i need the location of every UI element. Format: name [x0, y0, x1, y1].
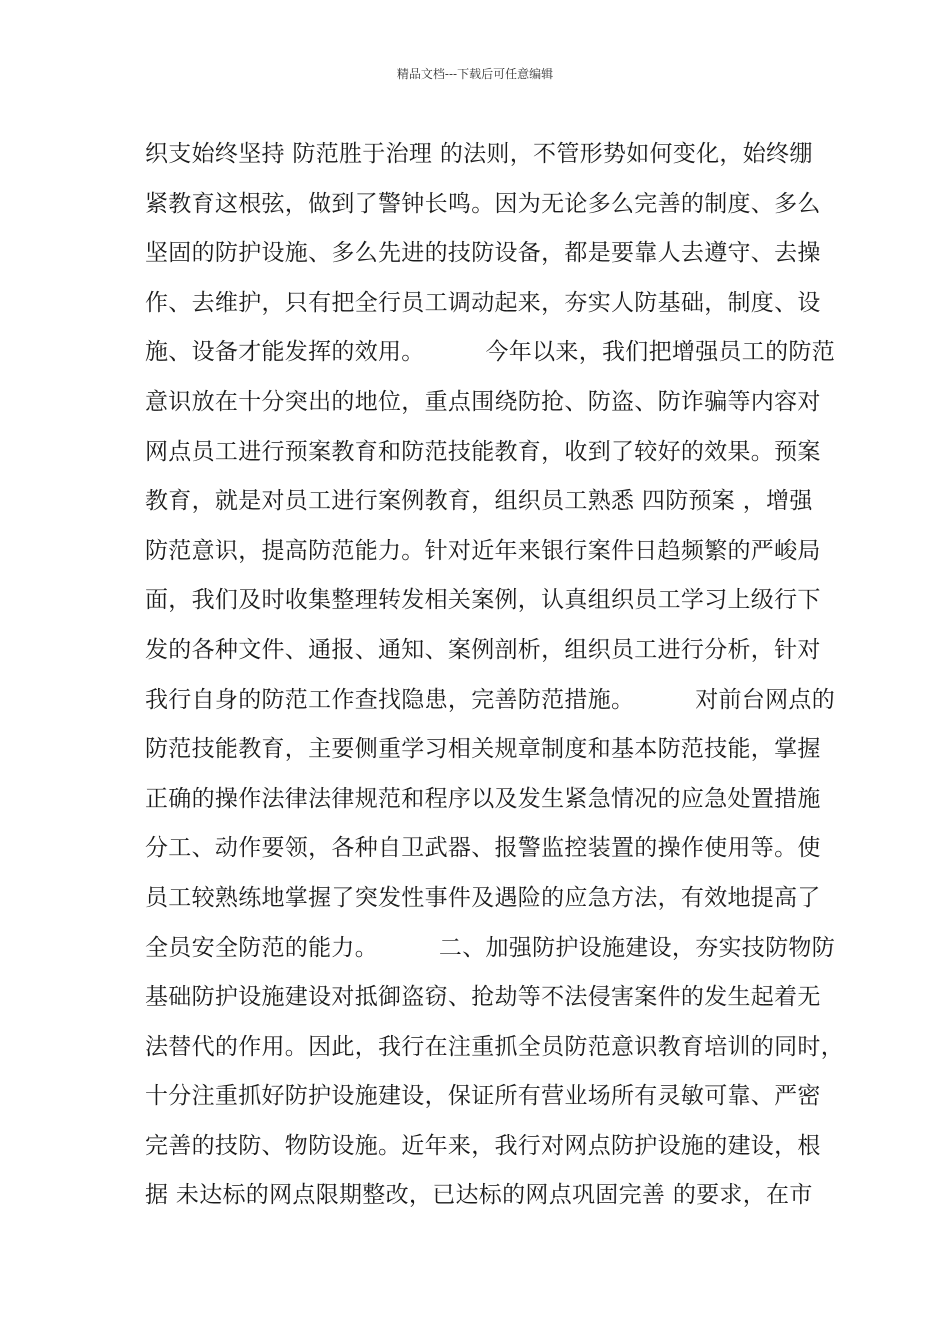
body-line: 网点员工进行预案教育和防范技能教育，收到了较好的效果。预案	[145, 438, 821, 465]
body-line: 织支始终坚持 防范胜于治理 的法则，不管形势如何变化，始终绷	[145, 141, 813, 167]
body-line: 据 未达标的网点限期整改，已达标的网点巩固完善 的要求，在市	[145, 1182, 813, 1209]
body-line: 作、去维护，只有把全行员工调动起来，夯实人防基础，制度、设	[145, 289, 821, 316]
document-body	[145, 130, 844, 1221]
body-line: 员工较熟练地掌握了突发性事件及遇险的应急方法，有效地提高了	[145, 884, 821, 911]
body-line: 施、设备才能发挥的效用。 今年以来，我们把增强员工的防范	[145, 339, 835, 366]
body-line: 紧教育这根弦，做到了警钟长鸣。因为无论多么完善的制度、多么	[145, 190, 821, 217]
body-line: 分工、动作要领，各种自卫武器、报警监控装置的操作使用等。使	[145, 835, 821, 862]
body-line: 法替代的作用。因此，我行在注重抓全员防范意识教育培训的同时，	[145, 1033, 844, 1060]
body-line: 防范意识，提高防范能力。针对近年来银行案件日趋频繁的严峻局	[145, 537, 821, 564]
body-line: 全员安全防范的能力。 二、加强防护设施建设，夯实技防物防	[145, 934, 835, 961]
page-header: 精品文档---下载后可任意编辑	[396, 67, 554, 81]
body-line: 十分注重抓好防护设施建设，保证所有营业场所有灵敏可靠、严密	[145, 1083, 821, 1110]
body-line: 坚固的防护设施、多么先进的技防设备，都是要靠人去遵守、去操	[145, 240, 821, 267]
body-line: 基础防护设施建设对抵御盗窃、抢劫等不法侵害案件的发生起着无	[145, 984, 821, 1011]
body-line: 面，我们及时收集整理转发相关案例，认真组织员工学习上级行下	[145, 587, 821, 614]
body-line: 防范技能教育，主要侧重学习相关规章制度和基本防范技能，掌握	[145, 736, 821, 763]
body-line: 我行自身的防范工作查找隐患，完善防范措施。 对前台网点的	[145, 686, 835, 713]
body-line: 教育，就是对员工进行案例教育，组织员工熟悉 四防预案 ，增强	[145, 488, 813, 515]
body-line: 发的各种文件、通报、通知、案例剖析，组织员工进行分析，针对	[145, 636, 821, 663]
body-line: 正确的操作法律法律规范和程序以及发生紧急情况的应急处置措施	[145, 785, 821, 812]
body-line: 完善的技防、物防设施。近年来，我行对网点防护设施的建设，根	[145, 1132, 821, 1159]
body-line: 意识放在十分突出的地位，重点围绕防抢、防盗、防诈骗等内容对	[145, 388, 821, 415]
